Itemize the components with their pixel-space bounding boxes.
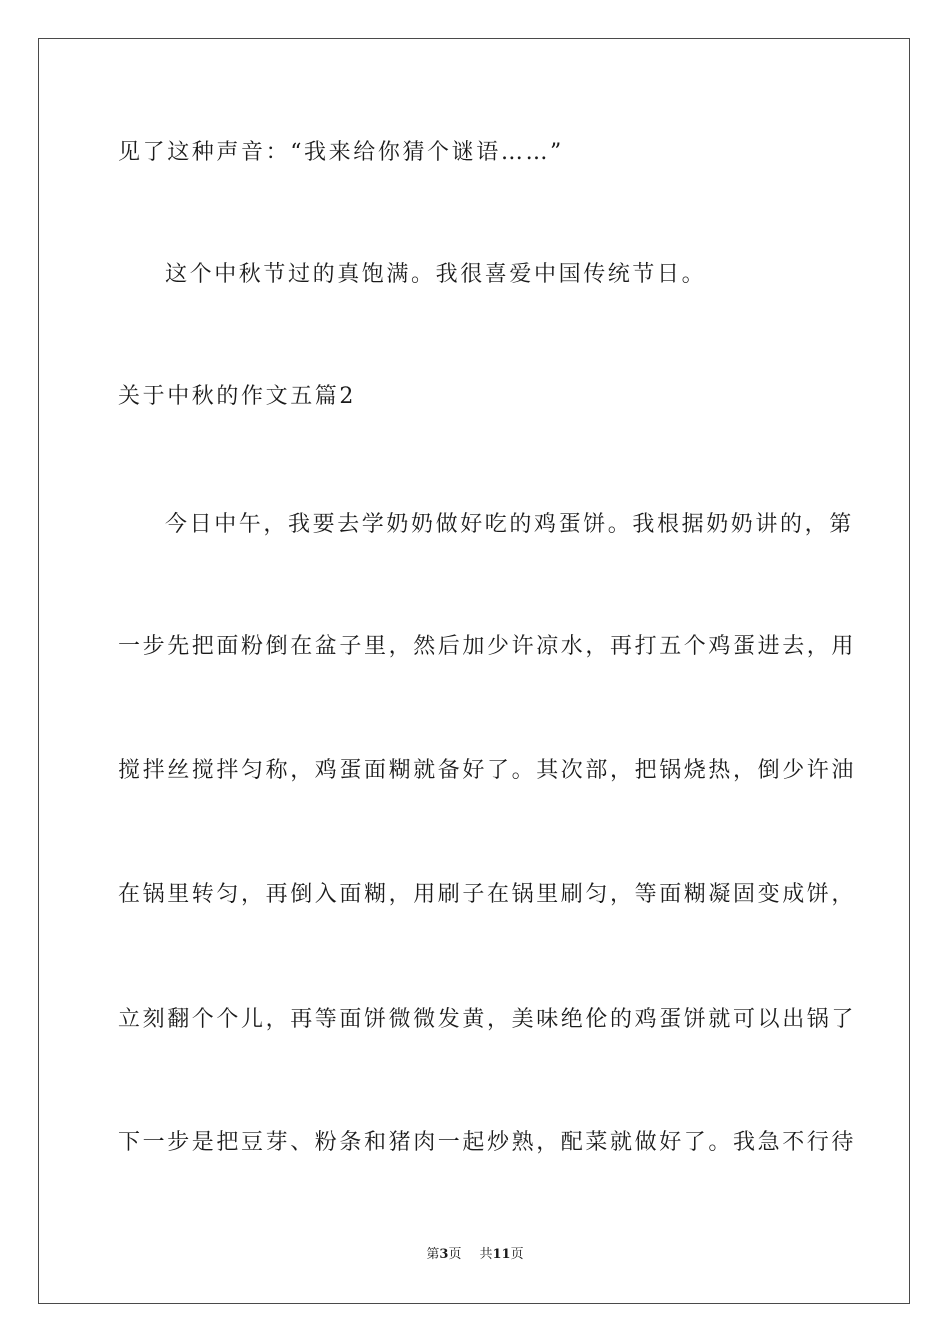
paragraph-line-2: 一步先把面粉倒在盆子里，然后加少许凉水，再打五个鸡蛋进去，用 [118, 634, 857, 659]
paragraph-line-5: 立刻翻个个儿，再等面饼微微发黄，美味绝伦的鸡蛋饼就可以出锅了 [118, 1007, 857, 1032]
page-current: 3 [439, 1247, 449, 1262]
page-total: 11 [492, 1247, 511, 1262]
text-line-2: 这个中秋节过的真饱满。我很喜爱中国传统节日。 [165, 262, 707, 287]
total-suffix: 页 [510, 1247, 524, 1262]
section-heading: 关于中秋的作文五篇2 [118, 384, 356, 409]
paragraph-line-4: 在锅里转匀，再倒入面糊，用刷子在锅里刷匀，等面糊凝固变成饼， [118, 882, 857, 907]
paragraph-line-6: 下一步是把豆芽、粉条和猪肉一起炒熟，配菜就做好了。我急不行待 [118, 1130, 857, 1155]
page-prefix: 第 [426, 1247, 440, 1262]
paragraph-line-1: 今日中午，我要去学奶奶做好吃的鸡蛋饼。我根据奶奶讲的，第 [165, 512, 854, 537]
page-border [38, 38, 910, 1304]
page-footer [0, 1246, 950, 1264]
total-prefix: 共 [479, 1247, 493, 1262]
paragraph-line-3: 搅拌丝搅拌匀称，鸡蛋面糊就备好了。其次部，把锅烧热，倒少许油 [118, 758, 857, 783]
text-line-1: 见了这种声音：“我来给你猜个谜语……” [118, 140, 564, 165]
page-suffix: 页 [448, 1247, 462, 1262]
